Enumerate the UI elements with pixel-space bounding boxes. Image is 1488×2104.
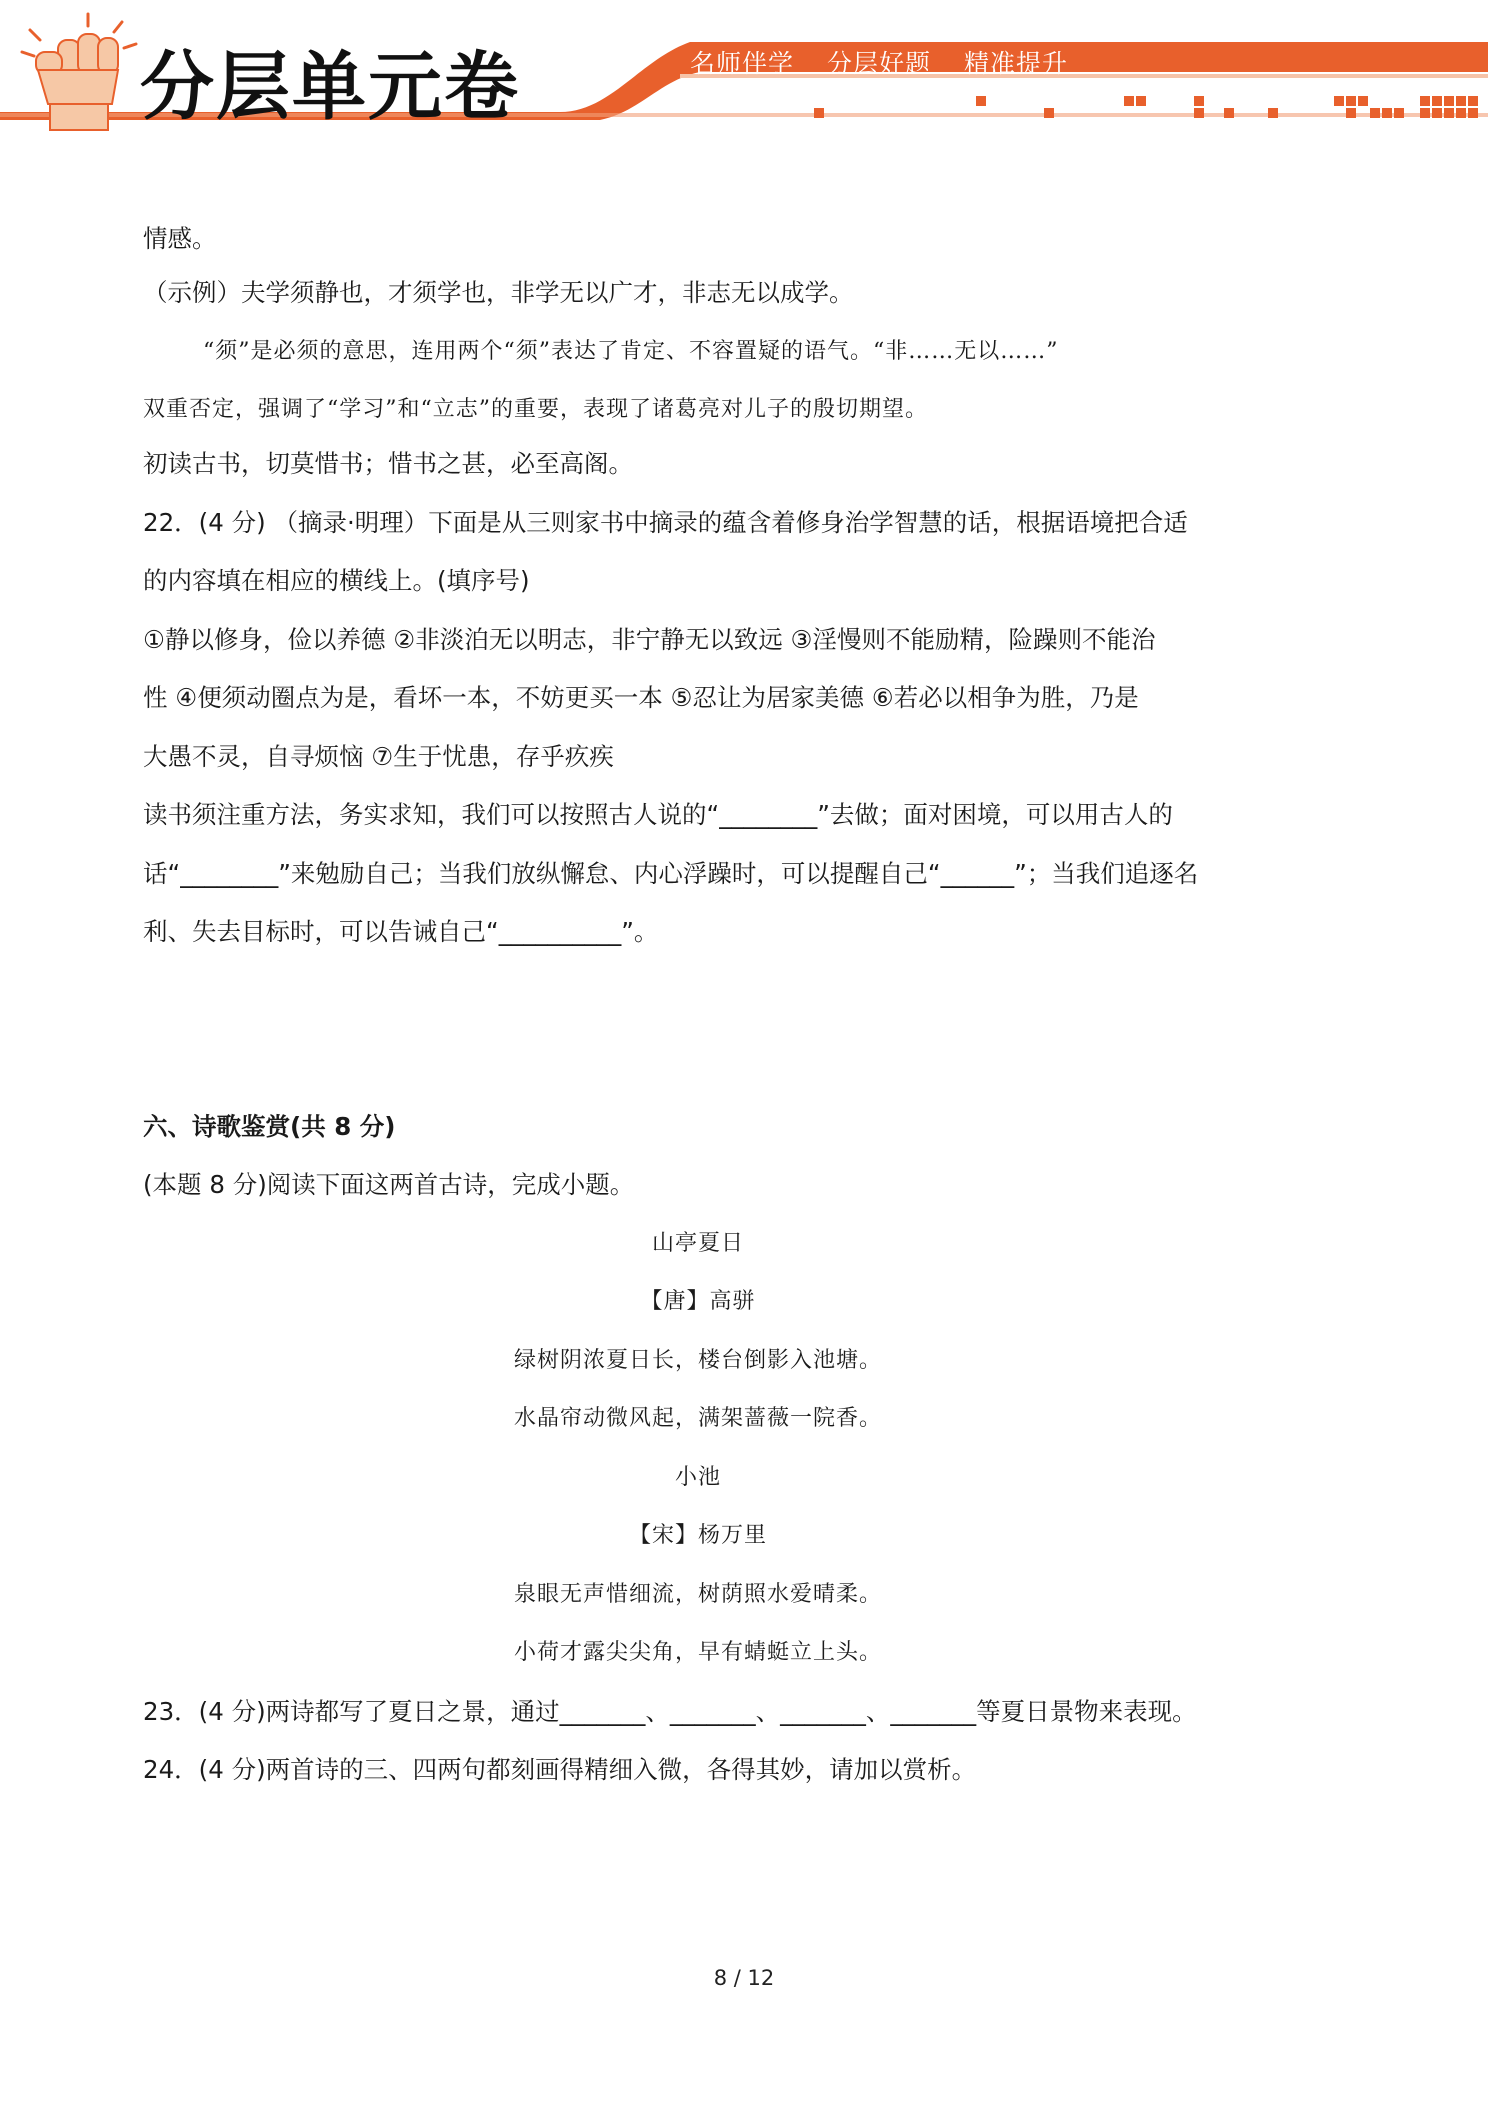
poem-line: 绿树阴浓夏日长，楼台倒影入池塘。: [513, 1348, 882, 1373]
poem-title: 山亭夏日: [651, 1231, 744, 1256]
question-22-cont: 的内容填在相应的横线上。(填序号): [143, 566, 530, 595]
question-22: 22．(4 分) （摘录·明理）下面是从三则家书中摘录的蕴含着修身治学智慧的话，根据语境把合适: [143, 508, 1188, 537]
slogan-item: 分层好题: [826, 49, 931, 78]
example-quote: 初读古书，切莫惜书；惜书之甚，必至高阁。: [143, 449, 633, 478]
paragraph-line: 情感。: [143, 224, 217, 253]
options-line: 性 ④便须动圈点为是，看坏一本，不妨更买一本 ⑤忍让为居家美德 ⑥若必以相争为胜，乃是: [143, 683, 1139, 712]
fill-blank-line: 话“________”来勉励自己；当我们放纵懈怠、内心浮躁时，可以提醒自己“______”；当我们追逐名: [143, 859, 1199, 888]
poem-author: 【宋】杨万里: [628, 1523, 767, 1548]
poem-line: 泉眼无声惜细流，树荫照水爱晴柔。: [513, 1582, 882, 1607]
poem-line: 小荷才露尖尖角，早有蜻蜓立上头。: [513, 1640, 882, 1665]
poem-author: 【唐】高骈: [640, 1289, 756, 1314]
poem-title: 小池: [674, 1465, 721, 1490]
page-header: [0, 0, 1488, 150]
analysis-line: 双重否定，强调了“学习”和“立志”的重要，表现了诸葛亮对儿子的殷切期望。: [143, 397, 928, 422]
page-number: 8 / 12: [713, 1966, 775, 1990]
example-intro: （示例）夫学须静也，才须学也，非学无以广才，非志无以成学。: [143, 278, 854, 307]
options-line: 大愚不灵，自寻烦恼 ⑦生于忧患，存乎疚疾: [143, 742, 614, 771]
fill-blank-line: 利、失去目标时，可以告诫自己“__________”。: [143, 917, 659, 946]
header-title: 分层单元卷: [140, 44, 520, 130]
question-24: 24．(4 分)两首诗的三、四两句都刻画得精细入微，各得其妙，请加以赏析。: [143, 1755, 977, 1784]
poem-line: 水晶帘动微风起，满架蔷薇一院香。: [513, 1406, 882, 1431]
analysis-line: “须”是必须的意思，连用两个“须”表达了肯定、不容置疑的语气。“非……无以……”: [203, 339, 1059, 364]
options-line: ①静以修身，俭以养德 ②非淡泊无以明志，非宁静无以致远 ③淫慢则不能励精，险躁则不能治: [143, 625, 1156, 654]
header-slogan: [690, 44, 1092, 80]
question-23: 23．(4 分)两诗都写了夏日之景，通过_______、_______、_______、_______等夏日景物来表现。: [143, 1697, 1197, 1726]
slogan-item: 精准提升: [963, 49, 1068, 78]
section-intro: (本题 8 分)阅读下面这两首古诗，完成小题。: [143, 1170, 635, 1199]
slogan-item: 名师伴学: [690, 49, 795, 78]
section-title: 六、诗歌鉴赏(共 8 分): [143, 1112, 396, 1141]
fill-blank-line: 读书须注重方法，务实求知，我们可以按照古人说的“________”去做；面对困境，可以用古人的: [143, 800, 1173, 829]
